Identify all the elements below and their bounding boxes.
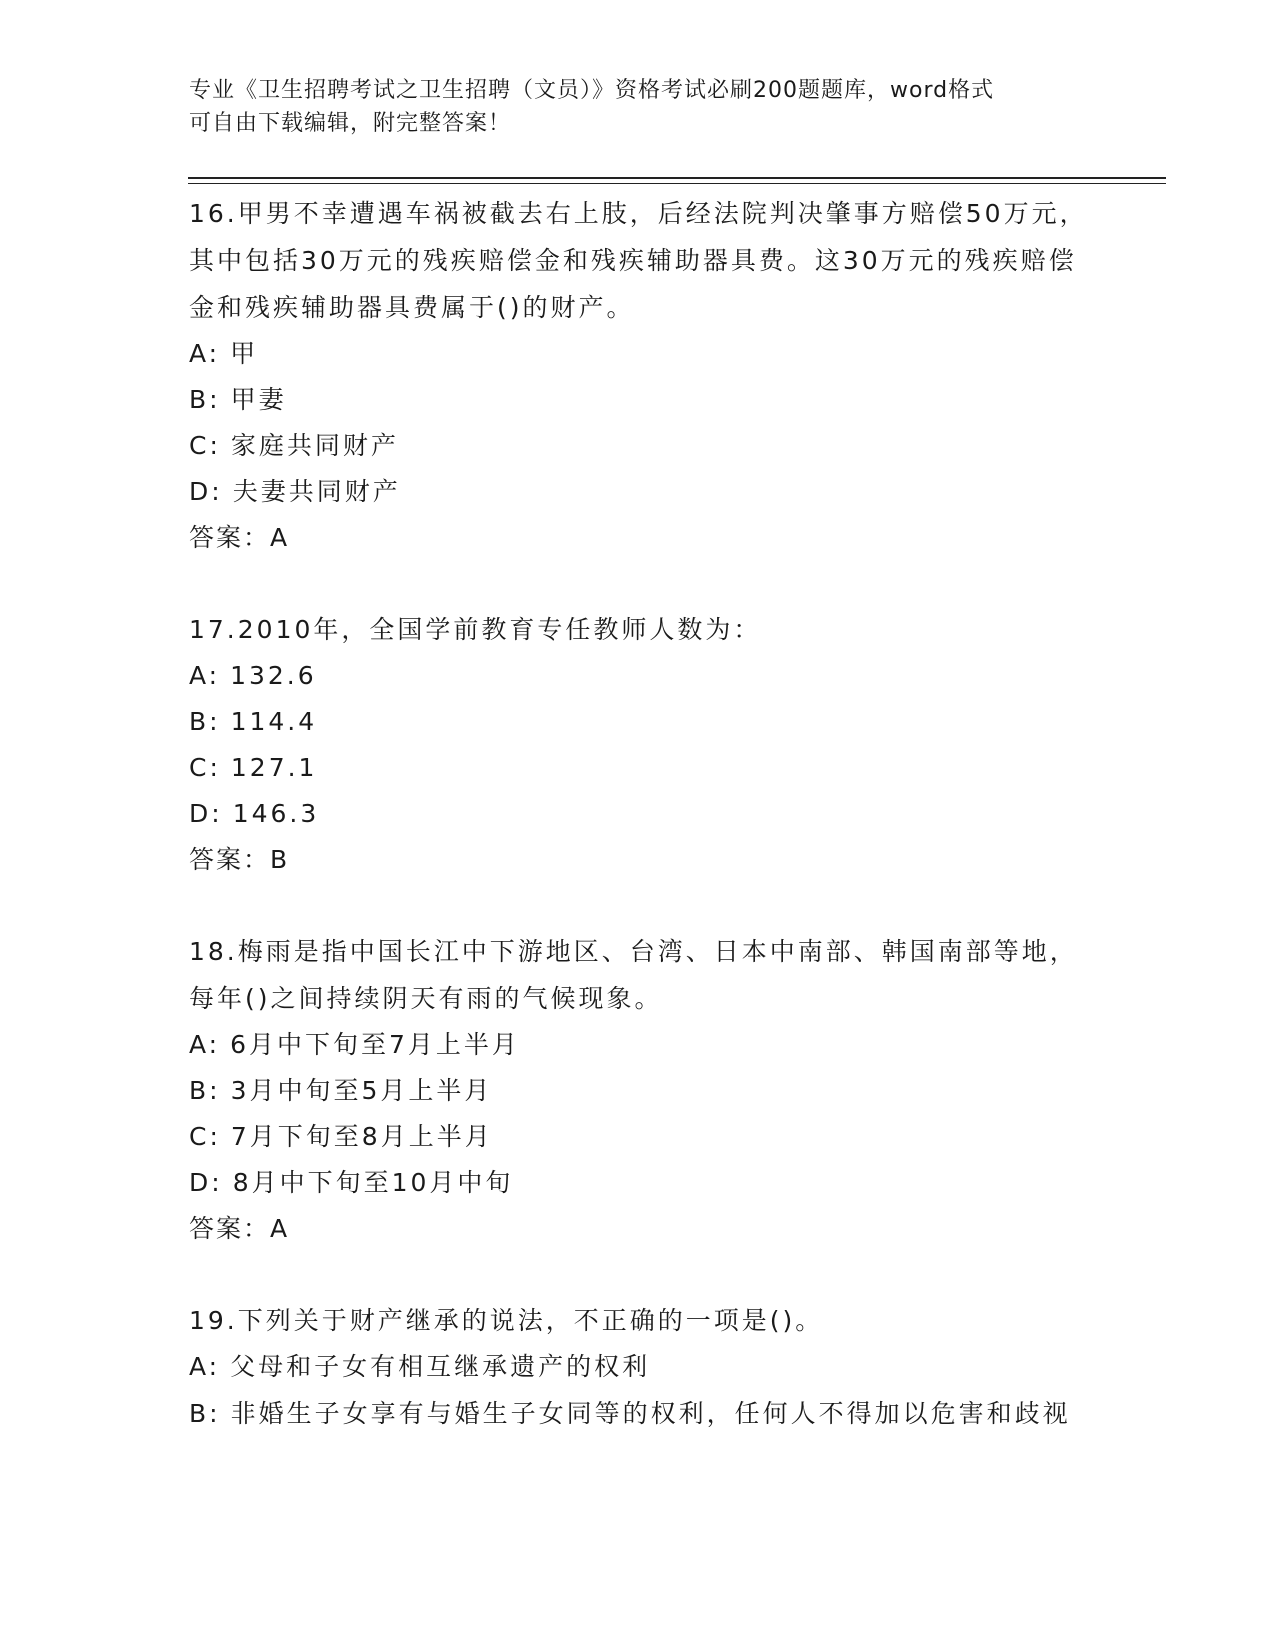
option-b: [189, 1390, 1089, 1437]
question-16: [189, 190, 1089, 561]
option-c: [189, 745, 1089, 791]
option-text: 夫妻共同财产: [232, 477, 401, 506]
option-text: 127.1: [230, 753, 318, 782]
option-text: 114.4: [230, 707, 318, 736]
option-a: [189, 653, 1089, 699]
option-key: B:: [189, 1399, 221, 1428]
answer-label: 答案：: [189, 845, 271, 874]
question-list: [189, 190, 1089, 1482]
option-d: [189, 1160, 1089, 1206]
option-text: 132.6: [230, 661, 317, 690]
option-text: 6月中下旬至7月上半月: [230, 1030, 520, 1059]
option-key: A:: [189, 1030, 221, 1059]
question-stem: 18.梅雨是指中国长江中下游地区、台湾、日本中南部、韩国南部等地，每年()之间持续阴天有雨的气候现象。: [189, 937, 1078, 1013]
option-text: 3月中旬至5月上半月: [230, 1076, 493, 1105]
question-stem: 17.2010年，全国学前教育专任教师人数为：: [189, 615, 762, 644]
option-key: D:: [189, 477, 223, 506]
option-text: 甲妻: [230, 385, 287, 414]
option-key: C:: [189, 1122, 221, 1151]
option-a: [189, 1344, 1089, 1390]
answer-value: A: [270, 1214, 290, 1243]
document-header: [189, 74, 1089, 140]
answer-value: B: [270, 845, 290, 874]
answer-line: [189, 837, 1089, 883]
option-key: A:: [189, 339, 221, 368]
option-key: A:: [189, 1352, 221, 1381]
option-text: 8月中下旬至10月中旬: [232, 1168, 514, 1197]
question-stem: 16.甲男不幸遭遇车祸被截去右上肢，后经法院判决肇事方赔偿50万元，其中包括30万元的残疾赔偿金和残疾辅助器具费。这30万元的残疾赔偿金和残疾辅助器具费属于()的财产。: [189, 199, 1088, 322]
header-rule-thick: [188, 177, 1166, 179]
question-17: [189, 606, 1089, 883]
answer-line: [189, 515, 1089, 561]
question-stem: 19.下列关于财产继承的说法，不正确的一项是()。: [189, 1306, 824, 1335]
header-line-1: 专业《卫生招聘考试之卫生招聘（文员）》资格考试必刷200题题库，word格式: [189, 78, 995, 103]
option-text: 父母和子女有相互继承遗产的权利: [230, 1352, 651, 1381]
option-text: 7月下旬至8月上半月: [230, 1122, 493, 1151]
option-key: D:: [189, 1168, 223, 1197]
option-a: [189, 331, 1089, 377]
option-c: [189, 423, 1089, 469]
option-key: C:: [189, 753, 221, 782]
option-b: [189, 1068, 1089, 1114]
option-d: [189, 791, 1089, 837]
header-line-2: 可自由下载编辑，附完整答案！: [189, 111, 512, 136]
option-key: A:: [189, 661, 221, 690]
option-text: 甲: [230, 339, 259, 368]
answer-label: 答案：: [189, 1214, 271, 1243]
question-19: [189, 1297, 1089, 1437]
option-key: B:: [189, 1076, 221, 1105]
option-text: 家庭共同财产: [230, 431, 399, 460]
option-a: [189, 1022, 1089, 1068]
option-key: B:: [189, 385, 221, 414]
question-18: [189, 928, 1089, 1252]
header-rule-thin: [188, 183, 1166, 184]
option-key: B:: [189, 707, 221, 736]
option-text: 非婚生子女享有与婚生子女同等的权利，任何人不得加以危害和歧视: [230, 1399, 1071, 1428]
option-d: [189, 469, 1089, 515]
option-key: C:: [189, 431, 221, 460]
answer-line: [189, 1206, 1089, 1252]
option-c: [189, 1114, 1089, 1160]
option-b: [189, 699, 1089, 745]
answer-value: A: [270, 523, 290, 552]
option-b: [189, 377, 1089, 423]
option-key: D:: [189, 799, 223, 828]
answer-label: 答案：: [189, 523, 271, 552]
option-text: 146.3: [232, 799, 320, 828]
